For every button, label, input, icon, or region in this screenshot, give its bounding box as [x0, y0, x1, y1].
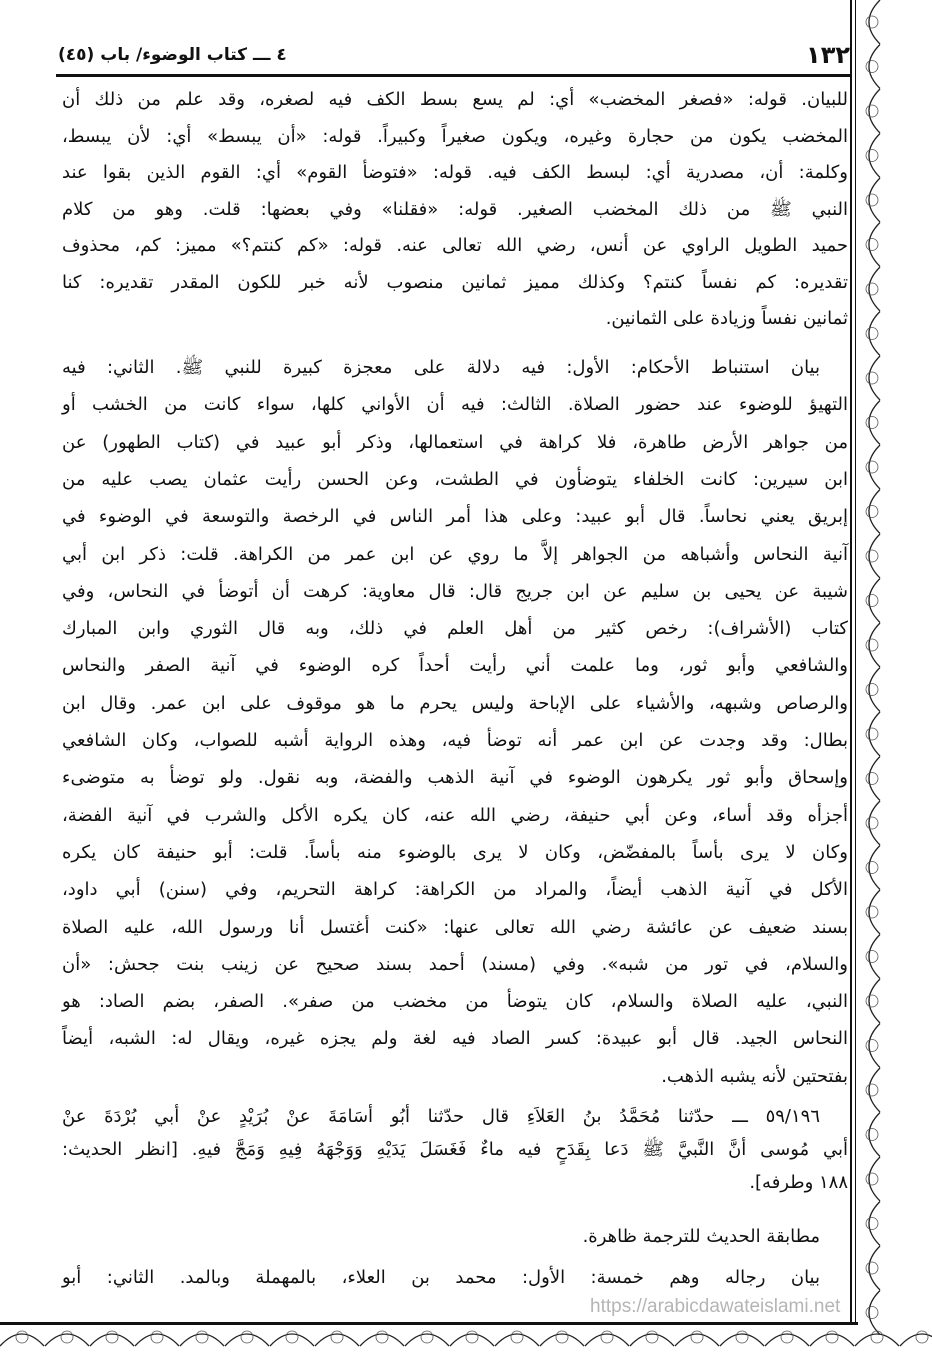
ornament-dot	[866, 995, 878, 1007]
ornament-dot	[601, 1331, 613, 1343]
text-line-p2: وكان لا يرى بأساً بالمفضّض، وكان لا يرى بالوضوء منه بأساً. قلت: أبو حنيفة كان يكره	[62, 841, 848, 863]
text-line-p2: من جواهر الأرض طاهرة، فلا كراهة في استعمالها، وذكر أبو عبيد في (كتاب الطهور) عن	[62, 431, 848, 453]
ornament-dot	[866, 906, 878, 918]
text-line-p2: أجزأه وقد أساء، وعن أبي حنيفة، رضي الله عنه، كان يكره الأكل والشرب في آنية الفضة،	[62, 804, 848, 826]
text-line-p2: ابن سيرين: كانت الخلفاء يتوضأون في الطشت، وعن الحسن رأيت عثمان يصب عليه من	[62, 468, 848, 490]
ornament-dot	[866, 1218, 878, 1230]
ornament-dot	[866, 684, 878, 696]
ornament-dot	[866, 16, 878, 28]
ornament-arc	[90, 1334, 134, 1346]
ornament-dot	[866, 1040, 878, 1052]
ornament-dot	[781, 1331, 793, 1343]
ornament-dot	[866, 1084, 878, 1096]
text-line-p2: بيان استنباط الأحكام: الأول: فيه دلالة على معجزة كبيرة للنبي ﷺ. الثاني: فيه	[62, 357, 820, 378]
text-line-p2: والسلام، في تور من شبه». وفي (مسند) أحمد بسند صحيح عن زينب بنت جحش: «أن	[62, 953, 848, 975]
text-line-p2: بطال: وقد وجدت عن ابن عمر أنه توضأ فيه، وهذه الرواية أشبه للصواب، وكان الشافعي	[62, 730, 848, 751]
ornament-dot	[511, 1331, 523, 1343]
ornament-dot	[556, 1331, 568, 1343]
ornament-dot	[866, 417, 878, 429]
ornament-arc	[855, 1334, 899, 1346]
ornament-dot	[866, 150, 878, 162]
text-line-hadith: ٥٩/١٩٦ ـــ حدّثنا مُحَمَّدُ بنُ العَلاَءِ قال حدّثنا أبُو أسَامَةَ عنْ بُرَيْدٍ عنْ أبي بُرْدَةَ عنْ	[62, 1106, 820, 1127]
text-line-p2: النحاس الجيد. قال أبو عبيدة: كسر الصاد فيه لغة ولم يجزه غيره، ويقال له: الشبه، أيضاً	[62, 1028, 848, 1050]
ornament-dot	[866, 728, 878, 740]
text-line-p1: حميد الطويل الراوي عن أنس، رضي الله تعالى عنه. قوله: «كم كنتم؟» مميز: كم، محذوف	[62, 235, 848, 256]
ornament-dot	[16, 1331, 28, 1343]
ornament-dot	[866, 1129, 878, 1141]
ornament-dot	[866, 639, 878, 651]
ornament-dot	[866, 773, 878, 785]
text-line-p1: ثمانين نفساً وزيادة على الثمانين.	[605, 308, 848, 329]
ornament-dot	[866, 506, 878, 518]
ornament-arc	[315, 1334, 359, 1346]
ornament-dot	[866, 372, 878, 384]
text-line-p2: النبي، عليه الصلاة والسلام، كان يتوضأ من مخضب من صفر». الصفر، بضم الصاد: هو	[62, 991, 848, 1013]
ornament-dot	[826, 1331, 838, 1343]
text-line-hadith: أبي مُوسى أنَّ النَّبيَّ ﷺ دَعا بِقَدَحٍ فيه ماءٌ فَغَسَلَ يَدَيْهِ وَوَجْهَهُ فِيهِ وَمَجَّ فيهِ. [انظر الحديث:	[62, 1139, 848, 1160]
text-line-p2: التهيؤ للوضوء عند حضور الصلاة. الثالث: فيه أن الأواني كلها، سواء كانت من الخشب أو	[62, 394, 848, 416]
ornament-arc	[45, 1334, 89, 1346]
ornament-dot	[866, 61, 878, 73]
ornament-dot	[866, 105, 878, 117]
ornament-arc	[270, 1334, 314, 1346]
text-line-p2: كتاب (الأشراف): رخص كثير من أهل العلم في ذلك، وبه قال الثوري وابن المبارك	[62, 618, 848, 640]
ornament-dot	[866, 862, 878, 874]
ornament-arc	[585, 1334, 629, 1346]
ornament-arc	[810, 1334, 854, 1346]
ornament-dot	[866, 328, 878, 340]
ornament-arc	[675, 1334, 719, 1346]
ornament-dot	[866, 1307, 878, 1319]
text-line-p2: آنية النحاس وأشباهه من الجواهر إلاَّ ما روي عن ابن عمر من الكراهة. قلت: ذكر ابن أبي	[62, 543, 848, 565]
ornament-arc	[135, 1334, 179, 1346]
ornament-dot	[691, 1331, 703, 1343]
text-line-p2: الأكل في آنية الذهب أيضاً، والمراد من الكراهة: كراهة التحريم، وفي (سنن) أبي داود،	[62, 879, 848, 901]
ornament-dot	[866, 817, 878, 829]
ornament-dot	[866, 1173, 878, 1185]
ornament-dot	[151, 1331, 163, 1343]
ornament-dot	[866, 1262, 878, 1274]
ornament-arc	[765, 1334, 809, 1346]
ornament-dot	[376, 1331, 388, 1343]
text-line-hadith: ١٨٨ وطرفه].	[749, 1172, 848, 1193]
ornament-arc	[720, 1334, 764, 1346]
text-line-p2: وإسحاق وأبو ثور يكرهون الوضوء في آنية الذهب والفضة، وبه نقول. ولو توضأ به متوضىء	[62, 767, 848, 789]
text-line-p1: النبي ﷺ من ذلك المخضب الصغير. قوله: «فقلنا» وفي بعضها: قلت. وهو من كلام	[62, 198, 848, 220]
text-line-p2: إبريق يعني نحاساً. قال أبو عبيد: وعلى هذا أمر الناس في الرخصة والتوسعة في الوضوء في	[62, 506, 848, 528]
text-line-p1: تقديره: كم نفساً كنتم؟ وكذلك مميز ثمانين منصوب لأنه خبر للكون المقدر تقديره: كنا	[62, 271, 848, 293]
watermark-url: https://arabicdawateislami.net	[590, 1296, 841, 1317]
ornament-dot	[106, 1331, 118, 1343]
ornament-dot	[916, 1331, 928, 1343]
ornament-arc	[225, 1334, 269, 1346]
ornament-arc	[405, 1334, 449, 1346]
ornament-dot	[421, 1331, 433, 1343]
running-title: ٤ ـــ كتاب الوضوء/ باب (٤٥)	[58, 45, 287, 65]
ornament-dot	[866, 239, 878, 251]
text-line-p2: بفتحتين لأنه يشبه الذهب.	[661, 1065, 848, 1087]
ornament-dot	[736, 1331, 748, 1343]
ornament-dot	[871, 1331, 883, 1343]
ornament-arc	[0, 1334, 44, 1346]
text-line-tarjama: مطابقة الحديث للترجمة ظاهرة.	[582, 1226, 820, 1247]
ornament-arc	[630, 1334, 674, 1346]
ornament-dot	[61, 1331, 73, 1343]
ornament-dot	[646, 1331, 658, 1343]
text-line-p2: والرصاص وشبهه، والأشياء على الإباحة وليس يحرم ما هو موقوف على ابن عمر. وقال ابن	[62, 692, 848, 714]
ornament-dot	[866, 283, 878, 295]
text-line-p1: المخضب يكون من حجارة وغيره، ويكون صغيراً وكبيراً. قوله: «أن يبسط» أي: لأن يبسط،	[62, 125, 848, 147]
ornament-dot	[866, 595, 878, 607]
page-number: ١٣٢	[806, 41, 850, 69]
ornament-arc	[450, 1334, 494, 1346]
ornament-dot	[466, 1331, 478, 1343]
ornament-dot	[286, 1331, 298, 1343]
ornament-arc	[360, 1334, 404, 1346]
ornament-dot	[866, 951, 878, 963]
text-line-p1: وكلمة: أن، مصدرية أي: لبسط الكف فيه. قوله: «فتوضأ القوم» أي: القوم الذين بقوا عند	[62, 162, 848, 183]
ornament-dot	[196, 1331, 208, 1343]
ornament-dot	[241, 1331, 253, 1343]
ornament-arc	[495, 1334, 539, 1346]
ornament-dot	[866, 461, 878, 473]
ornament-dot	[866, 194, 878, 206]
text-line-p1: للبيان. قوله: «فصغر المخضب» أي: لم يسع بسط الكف فيه لصغره، وقد علم من ذلك أن	[62, 89, 848, 110]
ornament-dot	[866, 550, 878, 562]
text-line-p2: بسند ضعيف عن عائشة رضي الله تعالى عنها: «كنت أغتسل أنا ورسول الله، عليه الصلاة	[62, 916, 848, 938]
text-line-p2: شيبة عن يحيى بن سليم عن ابن جريج قال: قال معاوية: كرهت أن أتوضأ في النحاس، وفي	[62, 580, 848, 602]
text-line-p2: والشافعي وأبو ثور، وما علمت أني رأيت أحداً كره الوضوء في آنية الصفر والنحاس	[62, 655, 848, 677]
ornament-dot	[331, 1331, 343, 1343]
ornament-arc	[180, 1334, 224, 1346]
text-line-rijal: بيان رجاله وهم خمسة: الأول: محمد بن العلاء، بالمهملة وبالمد. الثاني: أبو	[62, 1267, 820, 1288]
ornament-arc	[540, 1334, 584, 1346]
